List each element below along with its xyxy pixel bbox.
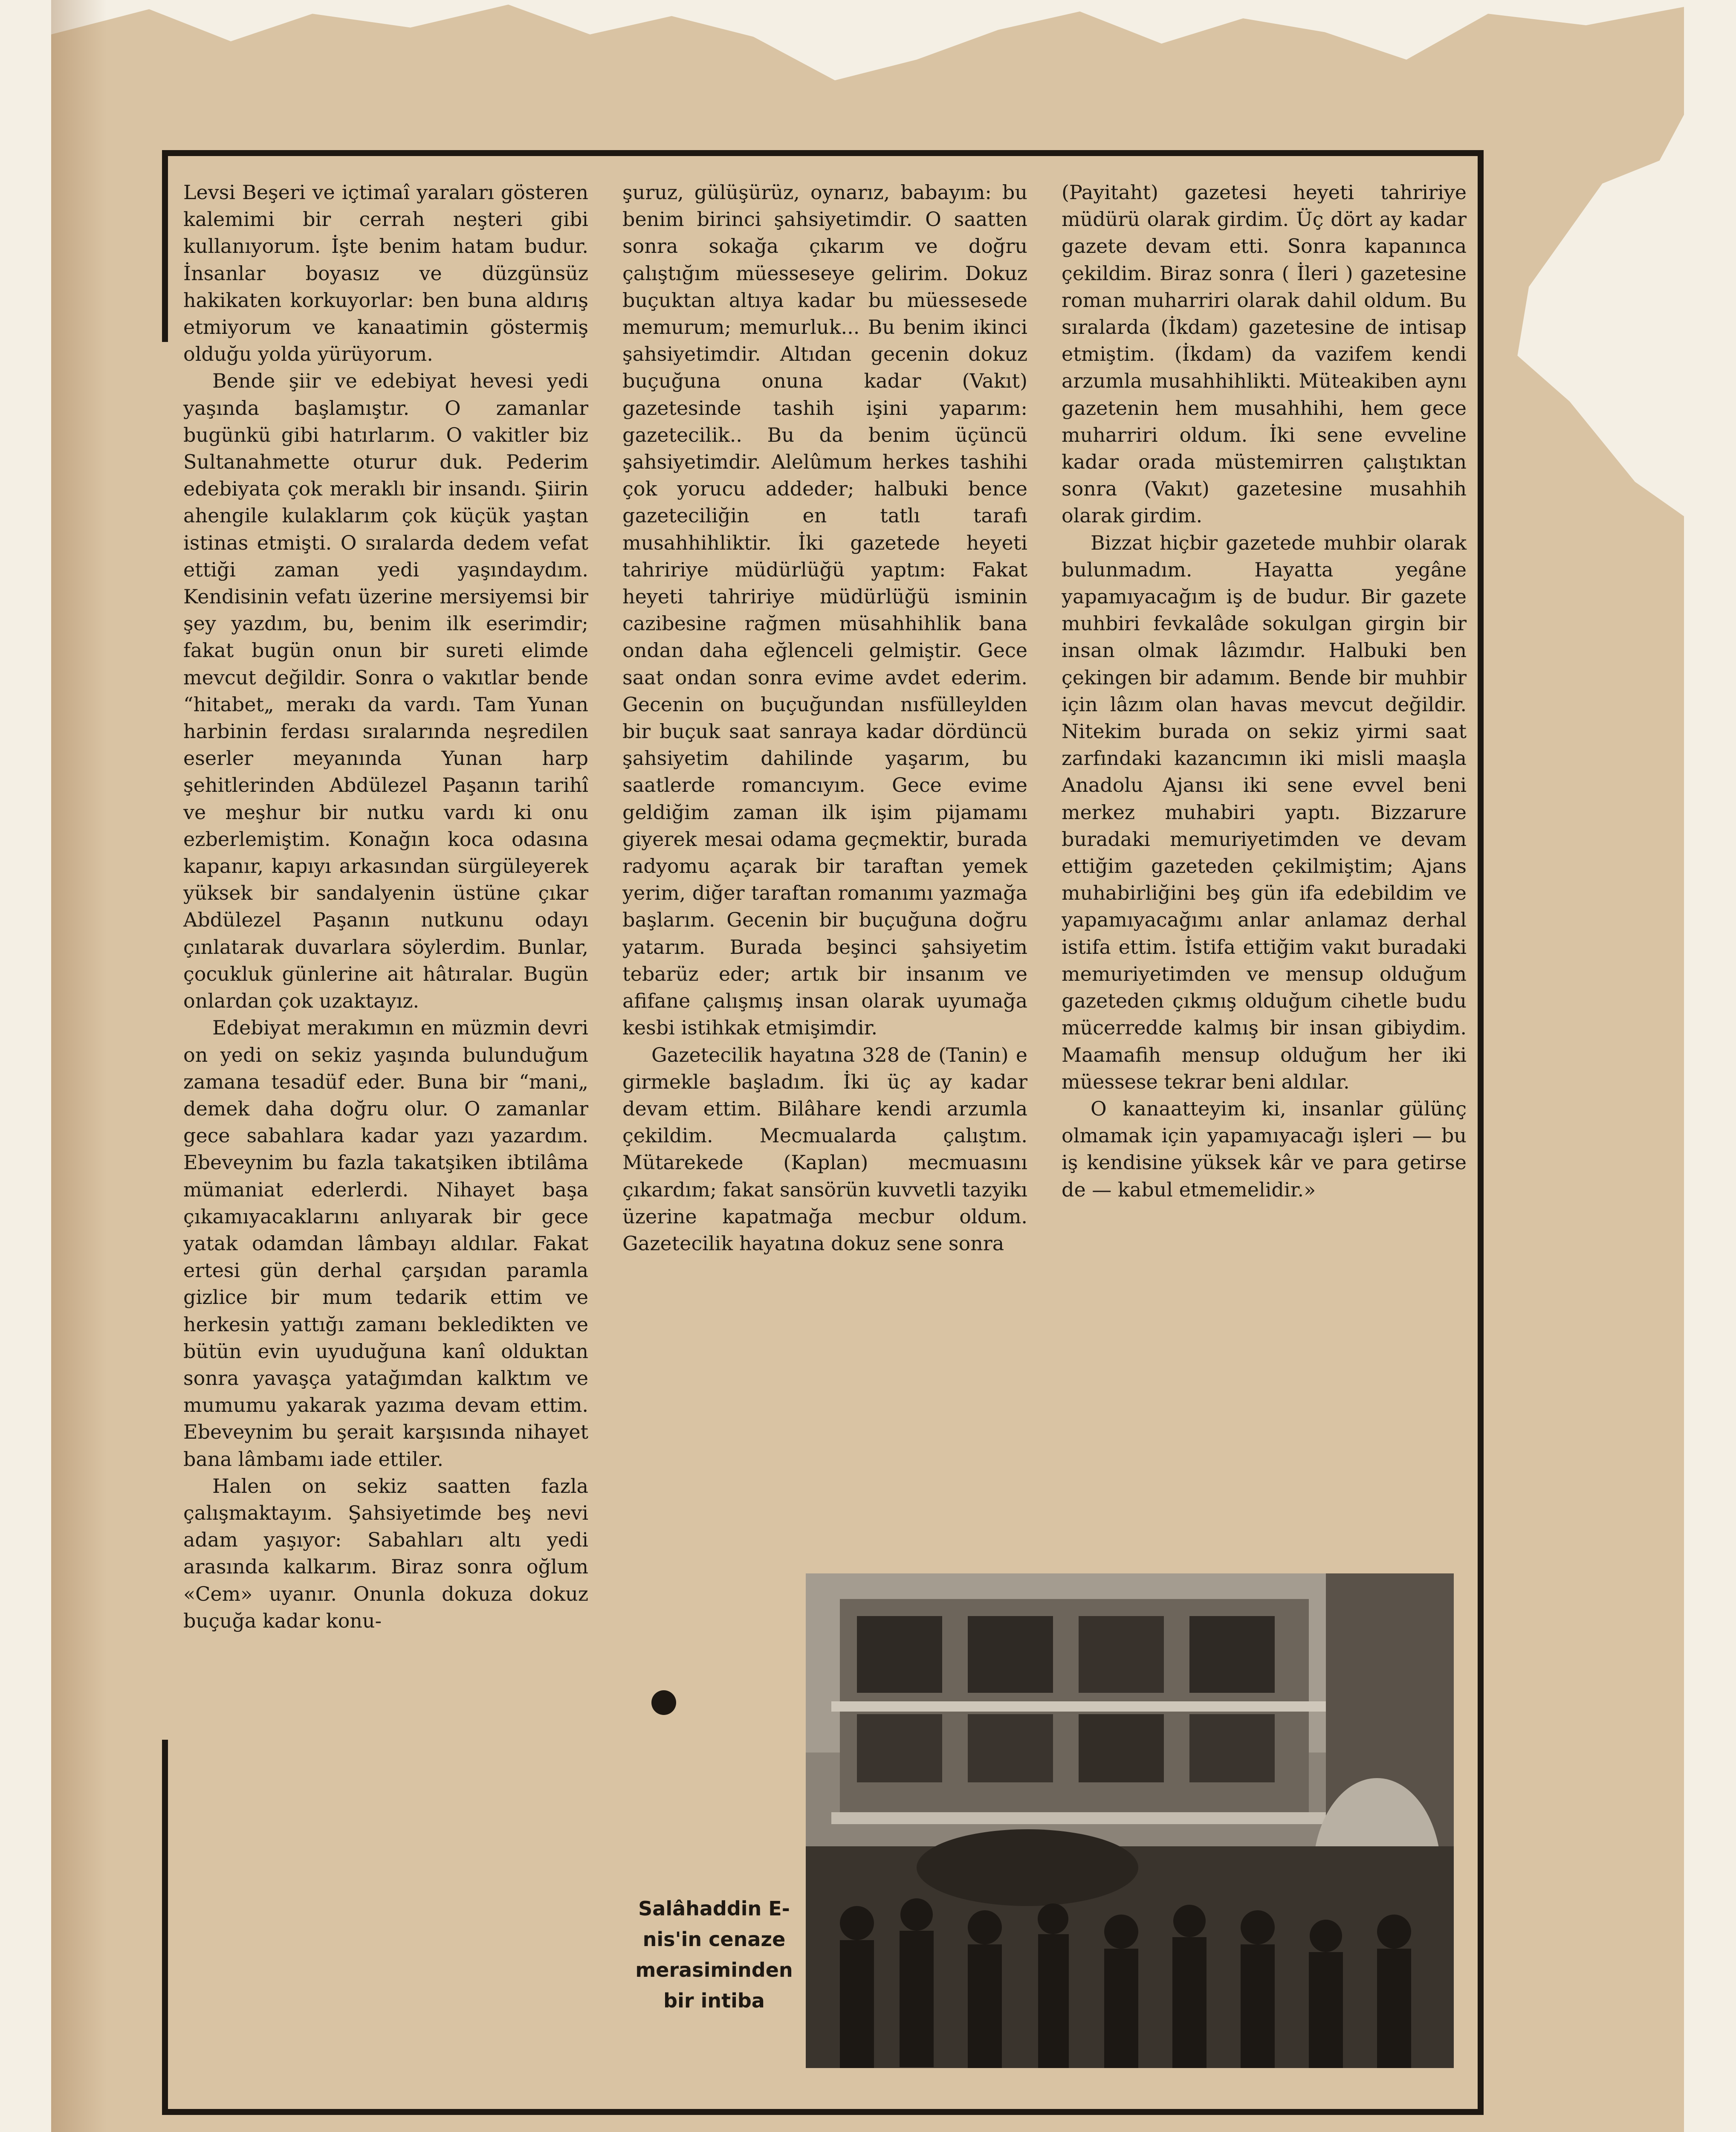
paragraph: O kanaatteyim ki, insanlar gülünç olmamak için yapamıyacağı işleri — bu iş kendisine yüksek kâr ve para getirse de — kabul etmemelidir.» bbox=[1062, 1097, 1467, 1201]
frame-bottom-rule bbox=[162, 2109, 1484, 2115]
paragraph: şuruz, gülüşürüz, oynarız, babayım: bu benim birinci şahsiyetimdir. O saatten sonra sokağa çıkarım ve doğru çalıştığım müesseseye gelirim. Dokuz buçuktan altıya kadar bu müessesede memurum; memurluk... Bu benim ikinci şahsiyetimdir. Altıdan gecenin dokuz buçuğuna onuna kadar (Vakıt) gazetesinde tashih işini yaparım: gazetecilik.. Bu da benim üçüncü şahsiyetimdir. Alelûmum herkes tashihi çok yorucu addeder; halbuki bence gazeteciliğin en tatlı tarafı musahhihliktir. İki gazetede heyeti tahririye müdürlüğü yaptım: Fakat heyeti tahririye müdürlüğü isminin cazibesine rağmen müsahhihlik bana ondan daha eğlenceli gelmiştir. Gece saat ondan sonra evime avdet ederim. Gecenin on buçuğundan nısfülleylden bir buçuk saat sanraya kadar dördüncü şahsiyetim dahilinde yaşarım, bu saatlerde romancıyım. Gece evime geldiğim zaman ilk işim pijamamı giyerek mesai odama geçmektir, burada radyomu açarak bir taraftan yemek yerim, diğer taraftan romanımı yazmağa başlarım. Gecenin bir buçuğuna doğru yatarım. Burada beşinci şahsiyetim tebarüz eder; artık bir insanım ve afifane çalışmış insan olarak uyumağa kesbi istihkak etmişimdir. bbox=[622, 181, 1027, 1040]
paragraph: Edebiyat merakımın en müzmin devri on yedi on sekiz yaşında bulunduğum zamana tesadüf eder. Buna bir “mani„ demek daha doğru olur. O zamanlar gece sabahlara kadar yazı yazardım. Ebeveynim bu fazla takatşiken ibtilâma mümaniat ederlerdi. Nihayet başa çıkamıyacaklarını anlıyarak bir gece yatak odamdan lâmbayı aldılar. Fakat ertesi gün derhal çarşıdan paramla gizlice bir mum tedarik ettim ve herkesin yattığı zamanı bekledikten ve bütün evin uyuduğuna kanî olduktan sonra yavaşça yatağımdan kalktım ve mumumu yakarak yazıma devam ettim. Ebeveynim bu şerait karşısında nihayet bana lâmbamı iade ettiler. bbox=[183, 1016, 588, 1471]
paper-edge-shadow bbox=[51, 0, 107, 2132]
frame-left-rule-top bbox=[162, 150, 168, 342]
paragraph: Levsi Beşeri ve içtimaî yaraları gösteren kalemimi bir cerrah neşteri gibi kullanıyorum. İşte benim hatam budur. İnsanlar boyasız ve düzgünsüz hakikaten korkuyorlar: ben buna aldırış etmiyorum ve kanaatimin göstermiş olduğu yolda yürüyorum. bbox=[183, 181, 588, 366]
funeral-photograph bbox=[806, 1573, 1454, 2068]
frame-right-rule bbox=[1478, 150, 1484, 2115]
paragraph: Bizzat hiçbir gazetede muhbir olarak bulunmadım. Hayatta yegâne yapamıyacağım iş de budur. Bir gazete muhbiri fevkalâde sokulgan girgin bir insan olmak lâzımdır. Halbuki ben çekingen bir adamım. Bende bir muhbir için lâzım olan havas mevcut değildir. Nitekim burada on sekiz yirmi saat zarfındaki kazancımın iki misli maaşla Anadolu Ajansı iki sene evvel beni merkez muhabiri yaptı. Bizzarure buradaki memuriyetimden ve devam ettiğim gazeteden çekilmiştim; Ajans muhabirliğini beş gün ifa edebildim ve yapamıyacağımı anlar anlamaz derhal istifa ettim. İstifa ettiğim vakıt buradaki memuriyetimden ve mensup olduğum gazeteden çıkmış olduğum cihetle budu mücerredde kalmış bir insan gibiydim. Maamafih mensup olduğum her iki müessese tekrar beni aldılar. bbox=[1062, 531, 1467, 1093]
bullet-dot bbox=[651, 1690, 676, 1715]
frame-left-rule-bottom bbox=[162, 1740, 168, 2115]
article-column-3 bbox=[1062, 179, 1467, 1203]
paragraph: (Payitaht) gazetesi heyeti tahririye müdürü olarak girdim. Üç dört ay kadar gazete devam etti. Sonra kapanınca çekildim. Biraz sonra ( İleri ) gazetesine roman muharriri olarak dahil oldum. Bu sıralarda (İkdam) gazetesine de intisap etmiştim. (İkdam) da vazifem kendi arzumla musahhihlikti. Müteakiben aynı gazetenin hem musahhihi, hem gece muharriri oldum. İki sene evveline kadar orada müstemirren çalıştıktan sonra (Vakıt) gazetesine musahhih olarak girdim. bbox=[1062, 181, 1467, 527]
article-column-2 bbox=[622, 179, 1027, 1257]
photo-caption: Salâhaddin E-nis'in cenaze merasiminden bir intiba bbox=[635, 1897, 793, 2012]
paragraph: Gazetecilik hayatına 328 de (Tanin) e girmekle başladım. İki üç ay kadar devam ettim. Bilâhare kendi arzumla çekildim. Mecmualarda çalıştım. Mütarekede (Kaplan) mecmuasını çıkardım; fakat sansörün kuvvetli tazyikı üzerine kapatmağa mecbur oldum. Gazetecilik hayatına dokuz sene sonra bbox=[622, 1043, 1027, 1255]
article-column-1 bbox=[183, 179, 588, 1634]
paragraph: Bende şiir ve edebiyat hevesi yedi yaşında başlamıştır. O zamanlar bugünkü gibi hatırlarım. O vakitler biz Sultanahmette oturur duk. Pederim edebiyata çok meraklı bir insandı. Şiirin ahengile kulaklarım çok küçük yaştan istinas etmişti. O sıralarda dedem vefat ettiği zaman yedi yaşındaydım. Kendisinin vefatı üzerine mersiyemsi bir şey yazdım, bu, benim ilk eserimdir; fakat bugün onun bir sureti elimde mevcut değildir. Sonra o vakıtlar bende “hitabet„ merakı da vardı. Tam Yunan harbinin ferdası sıralarında neşredilen eserler meyanında Yunan harp şehitlerinden Abdülezel Paşanın tarihî ve meşhur bir nutku vardı ki onu ezberlemiştim. Konağın koca odasına kapanır, kapıyı arkasından sürgüleyerek yüksek bir sandalyenin üstüne çıkar Abdülezel Paşanın nutkunu odayı çınlatarak duvarlara söylerdim. Bunlar, çocukluk günlerine ait hâtıralar. Bugün onlardan çok uzaktayız. bbox=[183, 369, 588, 1013]
paragraph: Halen on sekiz saatten fazla çalışmaktayım. Şahsiyetimde beş nevi adam yaşıyor: Sabahları altı yedi arasında kalkarım. Biraz sonra oğlum «Cem» uyanır. Onunla dokuza dokuz buçuğa kadar konu- bbox=[183, 1474, 588, 1632]
frame-top-rule bbox=[162, 150, 1484, 156]
